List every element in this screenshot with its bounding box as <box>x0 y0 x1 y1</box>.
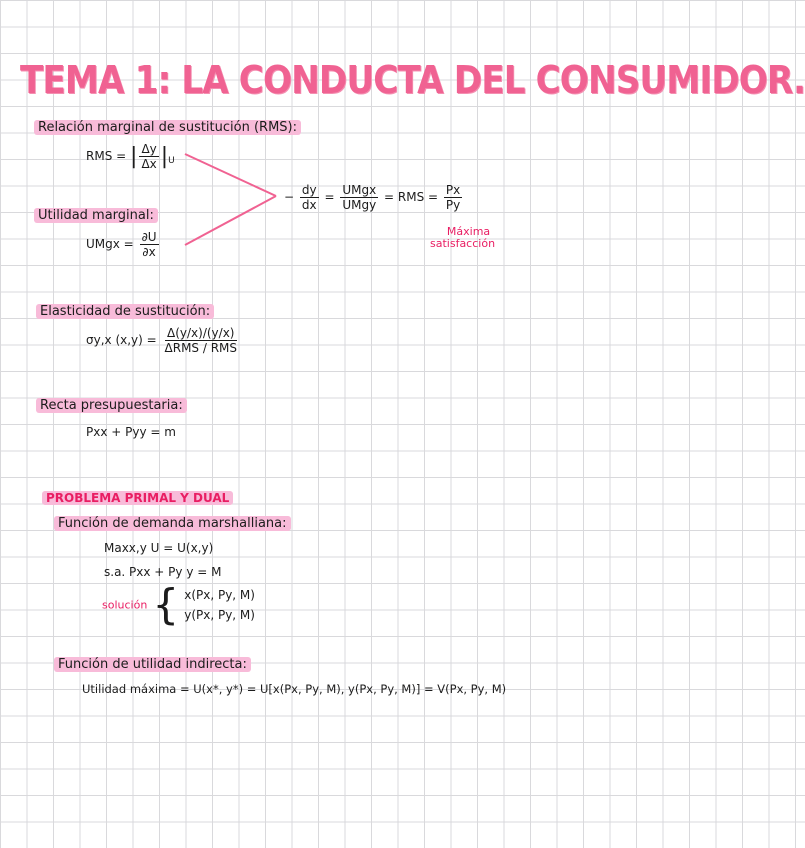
solucion-label: solución <box>102 598 148 612</box>
solucion-values <box>184 585 255 625</box>
elasticidad-lhs: σy,x (x,y) = <box>86 333 157 347</box>
combined-minus: − <box>284 190 295 204</box>
combined-num2: UMgx <box>342 183 377 197</box>
rms-den: Δx <box>141 157 157 171</box>
rms-lhs: RMS = <box>86 149 127 163</box>
combined-den3: Py <box>445 198 461 212</box>
combined-frac1 <box>300 183 319 212</box>
demanda-heading-text: Función de demanda marshalliana: <box>54 516 291 531</box>
combined-frac3 <box>444 183 462 212</box>
note-line2: satisfacción <box>430 237 496 250</box>
recta-equation: Pxx + Pyy = m <box>86 425 176 439</box>
solucion-brace: { <box>152 580 180 629</box>
indirecta-heading <box>54 657 251 672</box>
indirecta-heading-text: Función de utilidad indirecta: <box>54 657 251 672</box>
note-line1: Máxima <box>446 225 491 238</box>
elasticidad-fraction <box>163 326 240 355</box>
sa-line: s.a. Pxx + Py y = M <box>104 565 222 579</box>
indirecta-line: Utilidad máxima = U(x*, y*) = U[x(Px, Py, M), y(Px, Py, M)] = V(Px, Py, M) <box>82 682 507 696</box>
problema-heading <box>42 491 233 506</box>
rms-formula: RMS = | $\frac{\Delta y}{\Delta x}$ $|_U$ <box>86 142 175 171</box>
rms-num: Δy <box>141 142 157 156</box>
elasticidad-heading-text: Elasticidad de sustitución: <box>36 304 214 319</box>
utilidad-num: ∂U <box>141 230 157 244</box>
combined-eq2: = RMS = <box>384 190 439 204</box>
page-title: TEMA 1: LA CONDUCTA DEL CONSUMIDOR. <box>20 58 805 102</box>
combined-formula <box>284 183 464 212</box>
utilidad-lhs: UMgx = <box>86 237 134 251</box>
combined-num3: Px <box>445 183 461 197</box>
connector-line-bottom <box>185 196 276 245</box>
combined-num1: dy <box>301 183 317 197</box>
combined-frac2 <box>340 183 378 212</box>
maxima-satisfaccion-note <box>430 226 495 250</box>
sol-y: y(Px, Py, M) <box>184 608 255 622</box>
sol-x: x(Px, Py, M) <box>184 588 255 602</box>
rms-heading-text: Relación marginal de sustitución (RMS): <box>34 120 301 135</box>
elasticidad-num: Δ(y/x)/(y/x) <box>167 326 235 340</box>
combined-den2: UMgy <box>342 198 377 212</box>
combined-den1: dx <box>301 198 317 212</box>
max-line: Maxx,y U = U(x,y) <box>104 541 214 555</box>
recta-heading <box>36 398 187 413</box>
elasticidad-heading <box>36 304 214 319</box>
problema-heading-text: PROBLEMA PRIMAL Y DUAL <box>42 491 233 505</box>
elasticidad-den: ΔRMS / RMS <box>164 341 238 355</box>
combined-eq1: = <box>324 190 335 204</box>
recta-heading-text: Recta presupuestaria: <box>36 398 187 413</box>
elasticidad-formula <box>86 326 241 355</box>
utilidad-den: ∂x <box>142 245 156 259</box>
rms-sub: U <box>168 156 175 166</box>
utilidad-heading-text: Utilidad marginal: <box>34 208 158 223</box>
connector-line-top <box>185 154 276 196</box>
demanda-heading <box>54 516 291 531</box>
solucion-block <box>102 580 255 629</box>
